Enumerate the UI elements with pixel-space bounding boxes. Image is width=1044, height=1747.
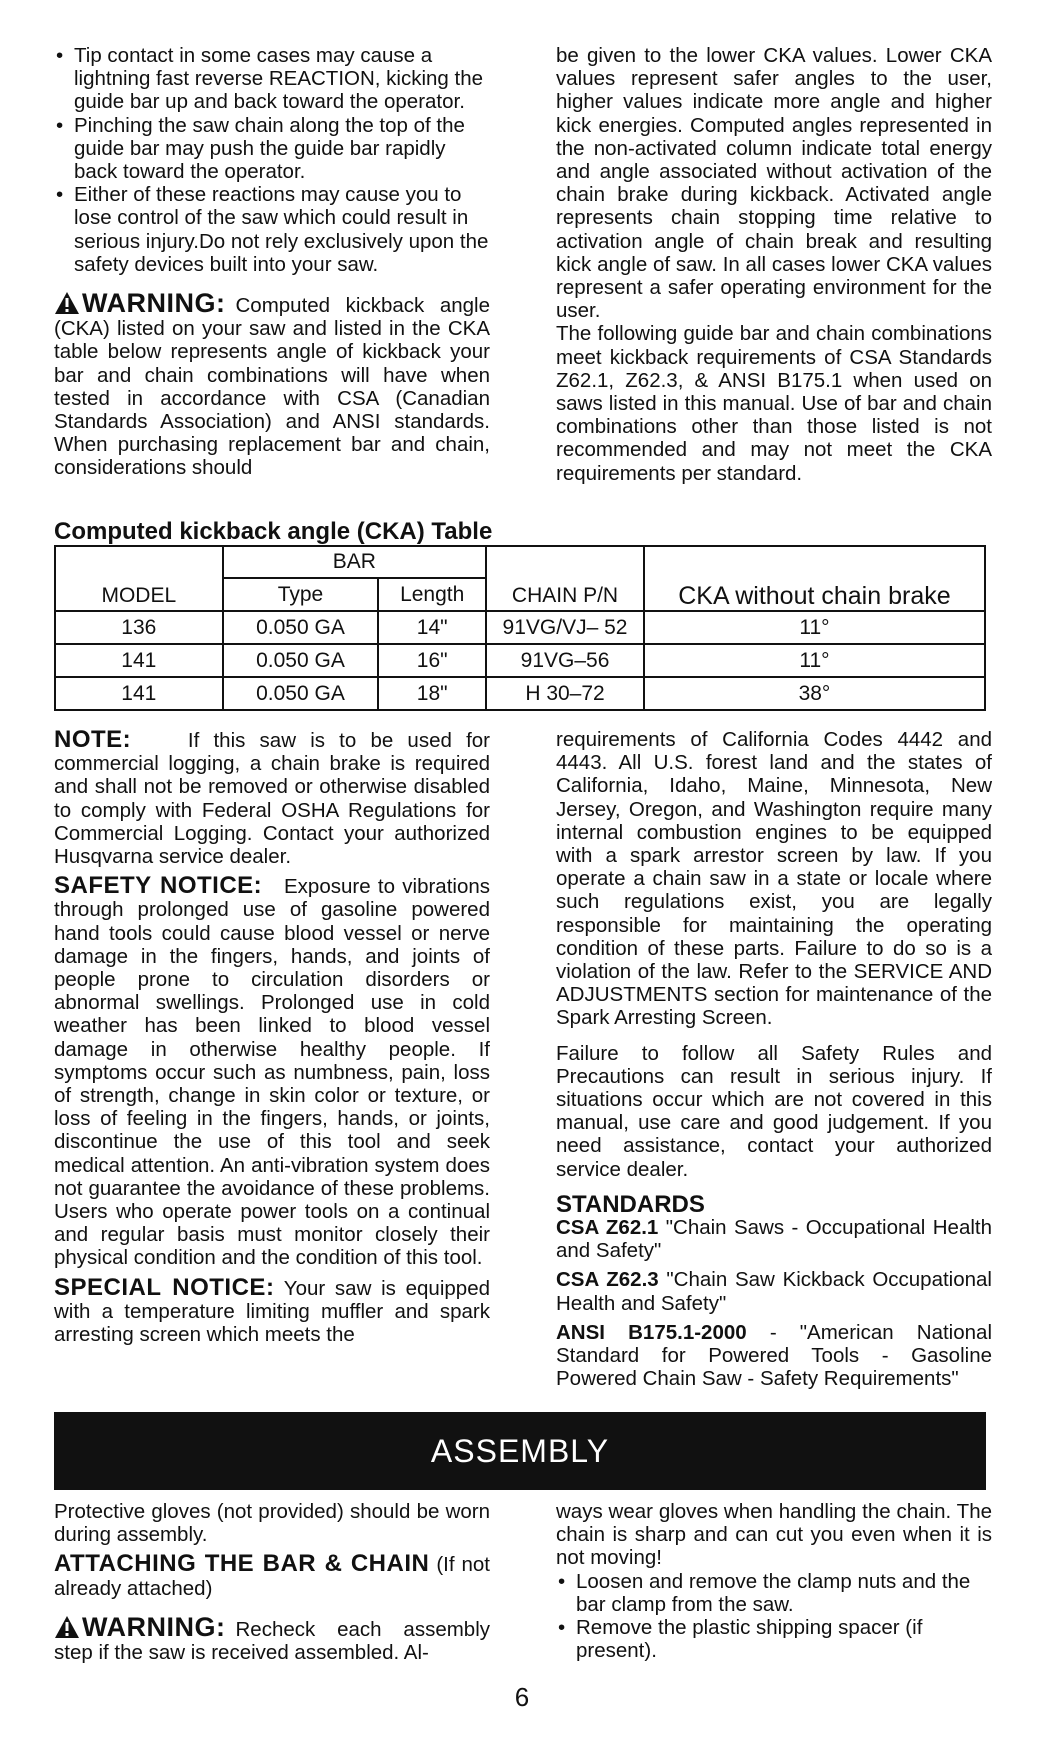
cka-cell: 38° (644, 677, 985, 710)
model-cell: 141 (55, 677, 223, 710)
list-item: • Either of these reactions may cause you to lose control of the saw which could result in serious injury.Do not rely exclusively upon the safety devices built into your saw. (54, 183, 490, 276)
warning-paragraph (54, 288, 490, 480)
type-cell: 0.050 GA (223, 677, 379, 710)
standard-description: "Chain Saws - Occupational Health and Safety" (556, 1216, 992, 1263)
warning-label: WARNING: (82, 288, 226, 319)
table-row (55, 611, 985, 644)
kickback-bullet-list (54, 44, 490, 276)
right-bottom-column (556, 1500, 992, 1662)
standard-code: ANSI B175.1-2000 (556, 1320, 747, 1344)
standard-item (556, 1216, 992, 1262)
model-cell: 141 (55, 644, 223, 677)
page-number: 6 (514, 1682, 530, 1712)
table-header-row (55, 546, 985, 578)
standard-item (556, 1268, 992, 1314)
table-row (55, 677, 985, 710)
type-cell: 0.050 GA (223, 644, 379, 677)
length-header: Length (378, 578, 486, 611)
left-mid-column (54, 728, 490, 1346)
left-bottom-column (54, 1500, 490, 1664)
right-mid-column (556, 728, 992, 1390)
assembly-banner: ASSEMBLY (54, 1412, 986, 1490)
gloves-intro: Protective gloves (not provided) should be worn during assembly. (54, 1500, 490, 1547)
chain-cell: 91VG–56 (486, 644, 644, 677)
chain-header: CHAIN P/N (486, 546, 644, 611)
note-text: If this saw is to be used for commercial logging, a chain brake is required and shall not be removed or otherwise disabled to comply with Federal OSHA Regulations for Commercial Logging. Contact your authorized Husqvarna service dealer. (54, 729, 490, 869)
standard-description: - "American National Standard for Powered Tools - Gasoline Powered Chain Saw - Safety Requirements" (556, 1320, 992, 1391)
special-notice-text: Your saw is equipped with a temperature limiting muffler and spark arresting screen which meets the (54, 1276, 490, 1347)
cka-cell: 11° (644, 644, 985, 677)
safety-notice-label: SAFETY NOTICE: (54, 872, 263, 900)
list-item: • Tip contact in some cases may cause a lightning fast reverse REACTION, kicking the guide bar up and back toward the operator. (54, 44, 490, 114)
cka-table (54, 545, 986, 711)
list-item: • Pinching the saw chain along the top of the guide bar may push the guide bar rapidly back toward the operator. (54, 114, 490, 184)
cka-header: CKA without chain brake (644, 546, 985, 611)
safety-notice-paragraph (54, 874, 490, 1269)
cka-table-title: Computed kickback angle (CKA) Table (54, 518, 493, 545)
attach-note: (If not already attached) (54, 1553, 490, 1600)
type-header: Type (223, 578, 379, 611)
table-row (55, 644, 985, 677)
note-paragraph (54, 728, 490, 868)
note-label: NOTE: (54, 726, 132, 753)
attach-heading: ATTACHING THE BAR & CHAIN (54, 1550, 430, 1578)
chain-cell: 91VG/VJ– 52 (486, 611, 644, 644)
model-cell: 136 (55, 611, 223, 644)
spark-arrestor-paragraph: requirements of California Codes 4442 and 4443. All U.S. forest land and the states of California, Idaho, Maine, Minnesota, New Jersey, Oregon, and Washington require many internal combustion engines to be equipped with a spark arrestor screen by law. If you operate a chain saw in a state or locale where such regulations exist, you are legally responsible for maintaining the operating condition of these parts. Failure to do so is a violation of the law. Refer to the SERVICE AND ADJUSTMENTS section for maintenance of the Spark Arresting Screen. (556, 728, 992, 1030)
list-item: • Loosen and remove the clamp nuts and the bar clamp from the saw. (556, 1570, 992, 1616)
standard-description: "Chain Saw Kickback Occupational Health and Safety" (556, 1268, 992, 1315)
assembly-step-list (556, 1570, 992, 1663)
standard-code: CSA Z62.1 (556, 1216, 659, 1240)
length-cell: 18" (378, 677, 486, 710)
combination-paragraph: The following guide bar and chain combinations meet kickback requirements of CSA Standards Z62.1, Z62.3, & ANSI B175.1 when used on saws listed in this manual. Use of bar and chain combinations other than those listed is not recommended and may not meet the CKA requirements per standard. (556, 322, 992, 485)
chain-cell: H 30–72 (486, 677, 644, 710)
bar-header: BAR (223, 546, 486, 578)
model-header: MODEL (55, 546, 223, 611)
gloves-paragraph: ways wear gloves when handling the chain. The chain is sharp and can cut you even when it is not moving! (556, 1500, 992, 1570)
safety-rules-paragraph: Failure to follow all Safety Rules and Precautions can result in serious injury. If situations occur which are not covered in this manual, use care and good judgement. If you need assistance, contact your authorized service dealer. (556, 1041, 992, 1181)
attach-heading-paragraph (54, 1552, 490, 1599)
length-cell: 14" (378, 611, 486, 644)
list-item: • Remove the plastic shipping spacer (if present). (556, 1616, 992, 1662)
left-top-column (54, 44, 490, 480)
type-cell: 0.050 GA (223, 611, 379, 644)
standard-item (556, 1321, 992, 1391)
warning-label: WARNING: (82, 1611, 226, 1642)
special-notice-label: SPECIAL NOTICE: (54, 1273, 275, 1301)
right-top-column (556, 44, 992, 485)
warning-heading (54, 1611, 226, 1642)
length-cell: 16" (378, 644, 486, 677)
cka-explanation-paragraph: be given to the lower CKA values. Lower CKA values represent safer angles to the user, higher values indicate more angle and higher kick energies. Computed angles represented in the non-activated column indicate total energy and angle associated without activation of the chain brake during kickback. Activated angle represents chain stopping time relative to activation angle of chain break and resulting kick angle of saw. In all cases lower CKA values represent a safer operating environment for the user. (556, 44, 992, 323)
assembly-warning-paragraph (54, 1612, 490, 1664)
warning-triangle-icon (54, 1615, 80, 1639)
standard-code: CSA Z62.3 (556, 1268, 659, 1292)
warning-heading (54, 288, 226, 319)
warning-triangle-icon (54, 291, 80, 315)
warning-text: Computed kickback angle (CKA) listed on your saw and listed in the CKA table below represents angle of kickback your bar and chain combinations will have when tested in accordance with CSA (Canadian Standards Association) and ANSI standards. When purchasing replacement bar and chain, considerations should (54, 294, 490, 480)
safety-notice-text: Exposure to vibrations through prolonged use of gasoline powered hand tools could cause blood vessel or nerve damage in the fingers, hands, and joints of people prone to circulation disorders or abnormal swellings. Prolonged use in cold weather has been linked to blood vessel damage in otherwise healthy people. If symptoms occur such as numbness, pain, loss of strength, change in skin color or texture, or loss of feeling in the fingers, hands, or joints, discontinue the use of this tool and seek medical attention. An anti-vibration system does not guarantee the avoidance of these problems. Users who operate power tools on a continual and regular basis must monitor closely their physical condition and the condition of this tool. (54, 875, 490, 1270)
warning-text: Recheck each assembly step if the saw is received assembled. Al- (54, 1617, 490, 1665)
standards-heading: STANDARDS (556, 1190, 705, 1218)
cka-cell: 11° (644, 611, 985, 644)
special-notice-paragraph (54, 1273, 490, 1347)
